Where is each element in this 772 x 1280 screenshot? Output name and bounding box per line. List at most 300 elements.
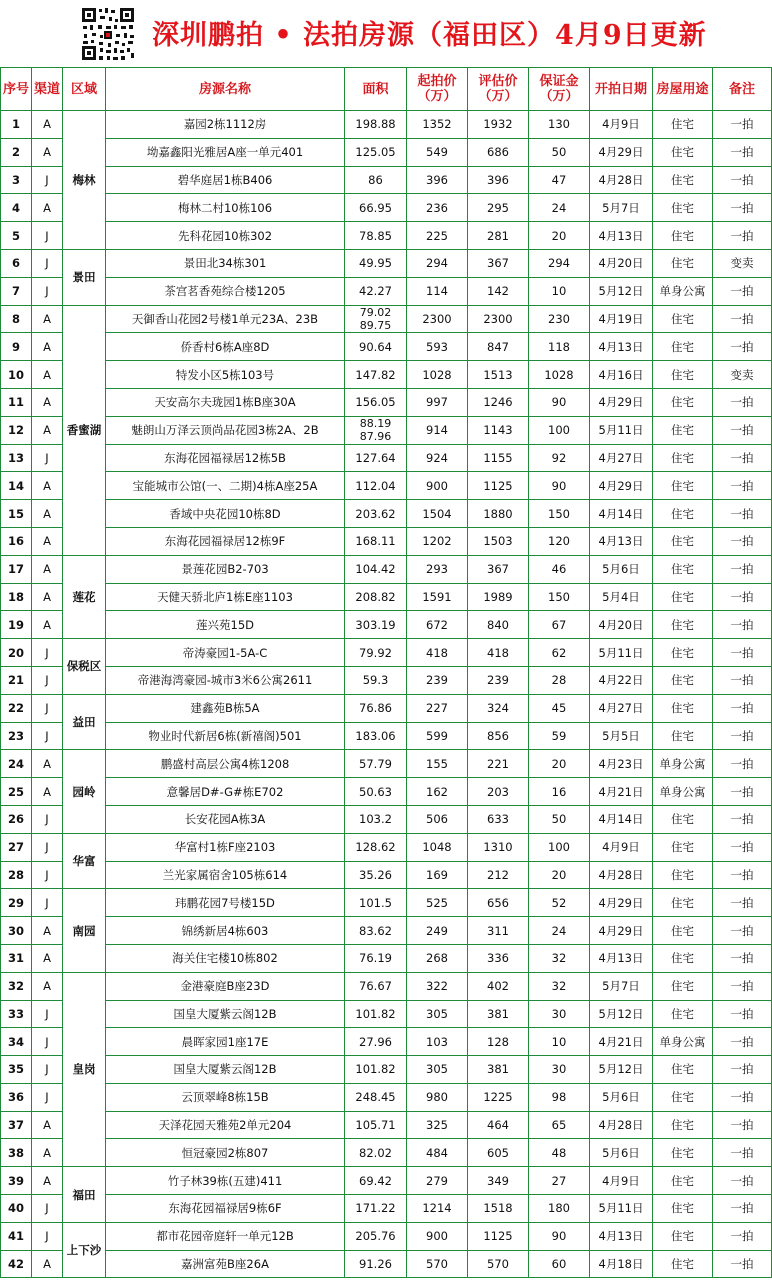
auction-date-cell: 4月9日 bbox=[590, 1167, 653, 1195]
deposit-cell: 24 bbox=[529, 917, 590, 945]
deposit-cell: 28 bbox=[529, 666, 590, 694]
note-cell: 一拍 bbox=[713, 611, 772, 639]
col-header-start-price: 起拍价（万） bbox=[407, 68, 468, 111]
start-price-cell: 914 bbox=[407, 416, 468, 444]
appraisal-cell: 1880 bbox=[468, 500, 529, 528]
row-number: 5 bbox=[1, 222, 32, 250]
note-cell: 一拍 bbox=[713, 972, 772, 1000]
appraisal-cell: 2300 bbox=[468, 305, 529, 333]
table-row bbox=[1, 722, 772, 750]
auction-date-cell: 4月29日 bbox=[590, 917, 653, 945]
row-number: 29 bbox=[1, 889, 32, 917]
appraisal-cell: 367 bbox=[468, 555, 529, 583]
table-row bbox=[1, 500, 772, 528]
start-price-cell: 103 bbox=[407, 1028, 468, 1056]
property-name-cell: 长安花园A栋3A bbox=[106, 805, 345, 833]
appraisal-cell: 1513 bbox=[468, 361, 529, 389]
usage-cell: 住宅 bbox=[653, 611, 713, 639]
area-cell: 86 bbox=[345, 166, 407, 194]
area-cell: 112.04 bbox=[345, 472, 407, 500]
auction-date-cell: 4月14日 bbox=[590, 500, 653, 528]
area-cell: 128.62 bbox=[345, 833, 407, 861]
area-cell: 171.22 bbox=[345, 1195, 407, 1223]
usage-cell: 住宅 bbox=[653, 639, 713, 667]
area-cell: 103.2 bbox=[345, 805, 407, 833]
area-cell: 208.82 bbox=[345, 583, 407, 611]
area-cell: 101.5 bbox=[345, 889, 407, 917]
auction-date-cell: 4月13日 bbox=[590, 1222, 653, 1250]
listing-table bbox=[0, 67, 772, 1278]
row-number: 4 bbox=[1, 194, 32, 222]
usage-cell: 住宅 bbox=[653, 583, 713, 611]
usage-cell: 住宅 bbox=[653, 138, 713, 166]
auction-date-cell: 5月11日 bbox=[590, 416, 653, 444]
row-number: 40 bbox=[1, 1195, 32, 1223]
note-cell: 一拍 bbox=[713, 1000, 772, 1028]
appraisal-cell: 1125 bbox=[468, 472, 529, 500]
start-price-cell: 1202 bbox=[407, 527, 468, 555]
appraisal-cell: 203 bbox=[468, 778, 529, 806]
start-price-cell: 249 bbox=[407, 917, 468, 945]
deposit-cell: 67 bbox=[529, 611, 590, 639]
property-name-cell: 侨香村6栋A座8D bbox=[106, 333, 345, 361]
start-price-cell: 169 bbox=[407, 861, 468, 889]
table-row bbox=[1, 917, 772, 945]
channel-cell: J bbox=[32, 889, 63, 917]
appraisal-cell: 1310 bbox=[468, 833, 529, 861]
row-number: 11 bbox=[1, 388, 32, 416]
property-name-cell: 先科花园10栋302 bbox=[106, 222, 345, 250]
deposit-cell: 45 bbox=[529, 694, 590, 722]
deposit-cell: 90 bbox=[529, 388, 590, 416]
area-cell: 27.96 bbox=[345, 1028, 407, 1056]
note-cell: 一拍 bbox=[713, 1167, 772, 1195]
col-header-appraisal: 评估价（万） bbox=[468, 68, 529, 111]
usage-cell: 单身公寓 bbox=[653, 277, 713, 305]
start-price-cell: 549 bbox=[407, 138, 468, 166]
table-row bbox=[1, 639, 772, 667]
deposit-cell: 47 bbox=[529, 166, 590, 194]
start-price-cell: 1352 bbox=[407, 111, 468, 139]
note-cell: 一拍 bbox=[713, 722, 772, 750]
table-row bbox=[1, 444, 772, 472]
appraisal-cell: 464 bbox=[468, 1111, 529, 1139]
appraisal-cell: 142 bbox=[468, 277, 529, 305]
area-cell: 303.19 bbox=[345, 611, 407, 639]
start-price-cell: 239 bbox=[407, 666, 468, 694]
channel-cell: J bbox=[32, 444, 63, 472]
auction-date-cell: 4月13日 bbox=[590, 527, 653, 555]
district-cell: 皇岗 bbox=[63, 972, 106, 1167]
area-cell: 83.62 bbox=[345, 917, 407, 945]
usage-cell: 住宅 bbox=[653, 361, 713, 389]
appraisal-cell: 840 bbox=[468, 611, 529, 639]
appraisal-cell: 221 bbox=[468, 750, 529, 778]
auction-date-cell: 4月28日 bbox=[590, 166, 653, 194]
table-row bbox=[1, 1250, 772, 1278]
appraisal-cell: 212 bbox=[468, 861, 529, 889]
property-name-cell: 特发小区5栋103号 bbox=[106, 361, 345, 389]
usage-cell: 住宅 bbox=[653, 555, 713, 583]
area-cell: 248.45 bbox=[345, 1083, 407, 1111]
note-cell: 一拍 bbox=[713, 166, 772, 194]
table-body bbox=[1, 111, 772, 1278]
channel-cell: J bbox=[32, 1083, 63, 1111]
deposit-cell: 62 bbox=[529, 639, 590, 667]
district-cell: 香蜜湖 bbox=[63, 305, 106, 555]
start-price-cell: 570 bbox=[407, 1250, 468, 1278]
usage-cell: 住宅 bbox=[653, 111, 713, 139]
property-name-cell: 东海花园福禄居12栋5B bbox=[106, 444, 345, 472]
note-cell: 一拍 bbox=[713, 944, 772, 972]
usage-cell: 住宅 bbox=[653, 944, 713, 972]
channel-cell: J bbox=[32, 694, 63, 722]
property-name-cell: 茶宫茗香苑综合楼1205 bbox=[106, 277, 345, 305]
district-cell: 景田 bbox=[63, 249, 106, 305]
row-number: 35 bbox=[1, 1056, 32, 1084]
note-cell: 一拍 bbox=[713, 1139, 772, 1167]
usage-cell: 住宅 bbox=[653, 222, 713, 250]
row-number: 37 bbox=[1, 1111, 32, 1139]
table-row bbox=[1, 277, 772, 305]
deposit-cell: 20 bbox=[529, 861, 590, 889]
appraisal-cell: 1143 bbox=[468, 416, 529, 444]
deposit-cell: 10 bbox=[529, 1028, 590, 1056]
row-number: 41 bbox=[1, 1222, 32, 1250]
table-row bbox=[1, 333, 772, 361]
row-number: 36 bbox=[1, 1083, 32, 1111]
deposit-cell: 118 bbox=[529, 333, 590, 361]
area-cell: 147.82 bbox=[345, 361, 407, 389]
row-number: 7 bbox=[1, 277, 32, 305]
note-cell: 一拍 bbox=[713, 222, 772, 250]
appraisal-cell: 239 bbox=[468, 666, 529, 694]
start-price-cell: 924 bbox=[407, 444, 468, 472]
area-value-secondary: 89.75 bbox=[359, 318, 392, 332]
auction-date-cell: 4月22日 bbox=[590, 666, 653, 694]
district-cell: 上下沙 bbox=[63, 1222, 106, 1278]
channel-cell: J bbox=[32, 805, 63, 833]
start-price-cell: 305 bbox=[407, 1056, 468, 1084]
start-price-cell: 293 bbox=[407, 555, 468, 583]
deposit-cell: 100 bbox=[529, 416, 590, 444]
auction-date-cell: 5月6日 bbox=[590, 1083, 653, 1111]
property-name-cell: 嘉园2栋1112房 bbox=[106, 111, 345, 139]
area-value-secondary: 87.96 bbox=[359, 430, 392, 444]
deposit-cell: 90 bbox=[529, 1222, 590, 1250]
auction-date-cell: 5月12日 bbox=[590, 1056, 653, 1084]
appraisal-cell: 402 bbox=[468, 972, 529, 1000]
col-header-auction-date: 开拍日期 bbox=[590, 68, 653, 111]
usage-cell: 住宅 bbox=[653, 472, 713, 500]
appraisal-cell: 381 bbox=[468, 1000, 529, 1028]
usage-cell: 住宅 bbox=[653, 305, 713, 333]
usage-cell: 住宅 bbox=[653, 1167, 713, 1195]
auction-date-cell: 4月27日 bbox=[590, 444, 653, 472]
appraisal-cell: 396 bbox=[468, 166, 529, 194]
area-cell: 203.62 bbox=[345, 500, 407, 528]
table-row bbox=[1, 1056, 772, 1084]
property-name-cell: 国皇大厦紫云阁12B bbox=[106, 1056, 345, 1084]
deposit-cell: 50 bbox=[529, 138, 590, 166]
auction-date-cell: 4月21日 bbox=[590, 1028, 653, 1056]
channel-cell: A bbox=[32, 1167, 63, 1195]
deposit-cell: 16 bbox=[529, 778, 590, 806]
channel-cell: A bbox=[32, 333, 63, 361]
table-row bbox=[1, 972, 772, 1000]
channel-cell: A bbox=[32, 555, 63, 583]
row-number: 10 bbox=[1, 361, 32, 389]
channel-cell: A bbox=[32, 1111, 63, 1139]
note-cell: 一拍 bbox=[713, 889, 772, 917]
start-price-cell: 997 bbox=[407, 388, 468, 416]
start-price-cell: 268 bbox=[407, 944, 468, 972]
table-row bbox=[1, 555, 772, 583]
note-cell: 一拍 bbox=[713, 333, 772, 361]
note-cell: 一拍 bbox=[713, 416, 772, 444]
channel-cell: A bbox=[32, 750, 63, 778]
property-name-cell: 锦绣新居4栋603 bbox=[106, 917, 345, 945]
row-number: 3 bbox=[1, 166, 32, 194]
table-row bbox=[1, 583, 772, 611]
row-number: 1 bbox=[1, 111, 32, 139]
area-cell: 105.71 bbox=[345, 1111, 407, 1139]
start-price-cell: 305 bbox=[407, 1000, 468, 1028]
appraisal-cell: 847 bbox=[468, 333, 529, 361]
area-value: 88.19 bbox=[359, 417, 392, 431]
row-number: 38 bbox=[1, 1139, 32, 1167]
col-header-deposit: 保证金（万） bbox=[529, 68, 590, 111]
property-name-cell: 坳嘉鑫阳光雅居A座一单元401 bbox=[106, 138, 345, 166]
appraisal-cell: 281 bbox=[468, 222, 529, 250]
appraisal-cell: 367 bbox=[468, 249, 529, 277]
usage-cell: 住宅 bbox=[653, 416, 713, 444]
note-cell: 一拍 bbox=[713, 917, 772, 945]
usage-cell: 住宅 bbox=[653, 722, 713, 750]
table-row bbox=[1, 472, 772, 500]
area-cell: 82.02 bbox=[345, 1139, 407, 1167]
row-number: 22 bbox=[1, 694, 32, 722]
row-number: 26 bbox=[1, 805, 32, 833]
appraisal-cell: 1155 bbox=[468, 444, 529, 472]
note-cell: 变卖 bbox=[713, 249, 772, 277]
start-price-cell: 900 bbox=[407, 1222, 468, 1250]
deposit-cell: 180 bbox=[529, 1195, 590, 1223]
row-number: 32 bbox=[1, 972, 32, 1000]
table-row bbox=[1, 527, 772, 555]
note-cell: 一拍 bbox=[713, 1250, 772, 1278]
deposit-cell: 150 bbox=[529, 500, 590, 528]
deposit-cell: 150 bbox=[529, 583, 590, 611]
appraisal-cell: 381 bbox=[468, 1056, 529, 1084]
deposit-cell: 1028 bbox=[529, 361, 590, 389]
table-row bbox=[1, 611, 772, 639]
auction-date-cell: 4月19日 bbox=[590, 305, 653, 333]
area-cell: 76.19 bbox=[345, 944, 407, 972]
table-row bbox=[1, 416, 772, 444]
property-name-cell: 东海花园福禄居12栋9F bbox=[106, 527, 345, 555]
row-number: 27 bbox=[1, 833, 32, 861]
note-cell: 一拍 bbox=[713, 833, 772, 861]
row-number: 18 bbox=[1, 583, 32, 611]
row-number: 15 bbox=[1, 500, 32, 528]
row-number: 14 bbox=[1, 472, 32, 500]
table-row bbox=[1, 666, 772, 694]
note-cell: 一拍 bbox=[713, 805, 772, 833]
row-number: 2 bbox=[1, 138, 32, 166]
area-cell: 101.82 bbox=[345, 1056, 407, 1084]
area-cell: 42.27 bbox=[345, 277, 407, 305]
usage-cell: 住宅 bbox=[653, 1250, 713, 1278]
row-number: 28 bbox=[1, 861, 32, 889]
district-cell: 南园 bbox=[63, 889, 106, 972]
area-cell: 183.06 bbox=[345, 722, 407, 750]
usage-cell: 住宅 bbox=[653, 972, 713, 1000]
start-price-cell: 900 bbox=[407, 472, 468, 500]
property-name-cell: 华富村1栋F座2103 bbox=[106, 833, 345, 861]
note-cell: 一拍 bbox=[713, 750, 772, 778]
note-cell: 一拍 bbox=[713, 555, 772, 583]
start-price-cell: 155 bbox=[407, 750, 468, 778]
area-cell: 66.95 bbox=[345, 194, 407, 222]
area-cell: 57.79 bbox=[345, 750, 407, 778]
appraisal-cell: 1518 bbox=[468, 1195, 529, 1223]
row-number: 21 bbox=[1, 666, 32, 694]
channel-cell: A bbox=[32, 361, 63, 389]
table-row bbox=[1, 1222, 772, 1250]
property-name-cell: 天泽花园天雅苑2单元204 bbox=[106, 1111, 345, 1139]
col-header-area: 面积 bbox=[345, 68, 407, 111]
usage-cell: 住宅 bbox=[653, 694, 713, 722]
row-number: 31 bbox=[1, 944, 32, 972]
table-row bbox=[1, 249, 772, 277]
area-cell: 49.95 bbox=[345, 249, 407, 277]
deposit-cell: 60 bbox=[529, 1250, 590, 1278]
appraisal-cell: 1989 bbox=[468, 583, 529, 611]
area-cell: 156.05 bbox=[345, 388, 407, 416]
usage-cell: 住宅 bbox=[653, 917, 713, 945]
auction-date-cell: 4月29日 bbox=[590, 472, 653, 500]
deposit-cell: 48 bbox=[529, 1139, 590, 1167]
col-header-note: 备注 bbox=[713, 68, 772, 111]
note-cell: 一拍 bbox=[713, 666, 772, 694]
area-cell: 69.42 bbox=[345, 1167, 407, 1195]
start-price-cell: 322 bbox=[407, 972, 468, 1000]
auction-date-cell: 5月12日 bbox=[590, 277, 653, 305]
auction-date-cell: 4月9日 bbox=[590, 111, 653, 139]
auction-date-cell: 5月11日 bbox=[590, 639, 653, 667]
row-number: 25 bbox=[1, 778, 32, 806]
district-cell: 保税区 bbox=[63, 639, 106, 695]
note-cell: 一拍 bbox=[713, 778, 772, 806]
deposit-cell: 27 bbox=[529, 1167, 590, 1195]
note-cell: 一拍 bbox=[713, 694, 772, 722]
area-cell: 91.26 bbox=[345, 1250, 407, 1278]
start-price-cell: 506 bbox=[407, 805, 468, 833]
channel-cell: A bbox=[32, 944, 63, 972]
channel-cell: J bbox=[32, 1056, 63, 1084]
note-cell: 一拍 bbox=[713, 861, 772, 889]
deposit-cell: 30 bbox=[529, 1056, 590, 1084]
property-name-cell: 国皇大厦紫云阁12B bbox=[106, 1000, 345, 1028]
note-cell: 一拍 bbox=[713, 639, 772, 667]
property-name-cell: 东海花园福禄居9栋6F bbox=[106, 1195, 345, 1223]
usage-cell: 住宅 bbox=[653, 527, 713, 555]
property-name-cell: 天安高尔夫珑园1栋B座30A bbox=[106, 388, 345, 416]
deposit-cell: 65 bbox=[529, 1111, 590, 1139]
start-price-cell: 525 bbox=[407, 889, 468, 917]
usage-cell: 住宅 bbox=[653, 861, 713, 889]
start-price-cell: 599 bbox=[407, 722, 468, 750]
auction-date-cell: 5月4日 bbox=[590, 583, 653, 611]
row-number: 8 bbox=[1, 305, 32, 333]
channel-cell: A bbox=[32, 1139, 63, 1167]
appraisal-cell: 128 bbox=[468, 1028, 529, 1056]
area-cell: 35.26 bbox=[345, 861, 407, 889]
usage-cell: 住宅 bbox=[653, 666, 713, 694]
start-price-cell: 1591 bbox=[407, 583, 468, 611]
start-price-cell: 2300 bbox=[407, 305, 468, 333]
start-price-cell: 484 bbox=[407, 1139, 468, 1167]
table-row bbox=[1, 1000, 772, 1028]
property-name-cell: 宝能城市公馆(一、二期)4栋A座25A bbox=[106, 472, 345, 500]
area-cell: 78.85 bbox=[345, 222, 407, 250]
auction-date-cell: 4月18日 bbox=[590, 1250, 653, 1278]
auction-date-cell: 5月6日 bbox=[590, 1139, 653, 1167]
deposit-cell: 294 bbox=[529, 249, 590, 277]
channel-cell: A bbox=[32, 778, 63, 806]
auction-date-cell: 4月28日 bbox=[590, 861, 653, 889]
channel-cell: A bbox=[32, 583, 63, 611]
table-row bbox=[1, 1028, 772, 1056]
property-name-cell: 梅林二村10栋106 bbox=[106, 194, 345, 222]
channel-cell: A bbox=[32, 111, 63, 139]
start-price-cell: 672 bbox=[407, 611, 468, 639]
property-name-cell: 天御香山花园2号楼1单元23A、23B bbox=[106, 305, 345, 333]
property-name-cell: 魅朗山万泽云顶尚品花园3栋2A、2B bbox=[106, 416, 345, 444]
note-cell: 一拍 bbox=[713, 1028, 772, 1056]
deposit-cell: 90 bbox=[529, 472, 590, 500]
property-name-cell: 金港豪庭B座23D bbox=[106, 972, 345, 1000]
qr-code-icon bbox=[80, 6, 136, 62]
table-row bbox=[1, 194, 772, 222]
appraisal-cell: 295 bbox=[468, 194, 529, 222]
property-name-cell: 景莲花园B2-703 bbox=[106, 555, 345, 583]
auction-date-cell: 4月29日 bbox=[590, 138, 653, 166]
usage-cell: 住宅 bbox=[653, 249, 713, 277]
start-price-cell: 593 bbox=[407, 333, 468, 361]
table-row bbox=[1, 805, 772, 833]
auction-date-cell: 4月21日 bbox=[590, 778, 653, 806]
appraisal-cell: 418 bbox=[468, 639, 529, 667]
district-cell: 福田 bbox=[63, 1167, 106, 1223]
auction-date-cell: 5月7日 bbox=[590, 972, 653, 1000]
row-number: 34 bbox=[1, 1028, 32, 1056]
property-name-cell: 景田北34栋301 bbox=[106, 249, 345, 277]
auction-date-cell: 5月7日 bbox=[590, 194, 653, 222]
property-name-cell: 海关住宅楼10栋802 bbox=[106, 944, 345, 972]
table-row bbox=[1, 361, 772, 389]
auction-date-cell: 5月12日 bbox=[590, 1000, 653, 1028]
usage-cell: 住宅 bbox=[653, 388, 713, 416]
usage-cell: 住宅 bbox=[653, 1139, 713, 1167]
appraisal-cell: 1932 bbox=[468, 111, 529, 139]
channel-cell: A bbox=[32, 305, 63, 333]
channel-cell: A bbox=[32, 388, 63, 416]
table-row bbox=[1, 778, 772, 806]
col-header-property-name: 房源名称 bbox=[106, 68, 345, 111]
auction-date-cell: 5月5日 bbox=[590, 722, 653, 750]
